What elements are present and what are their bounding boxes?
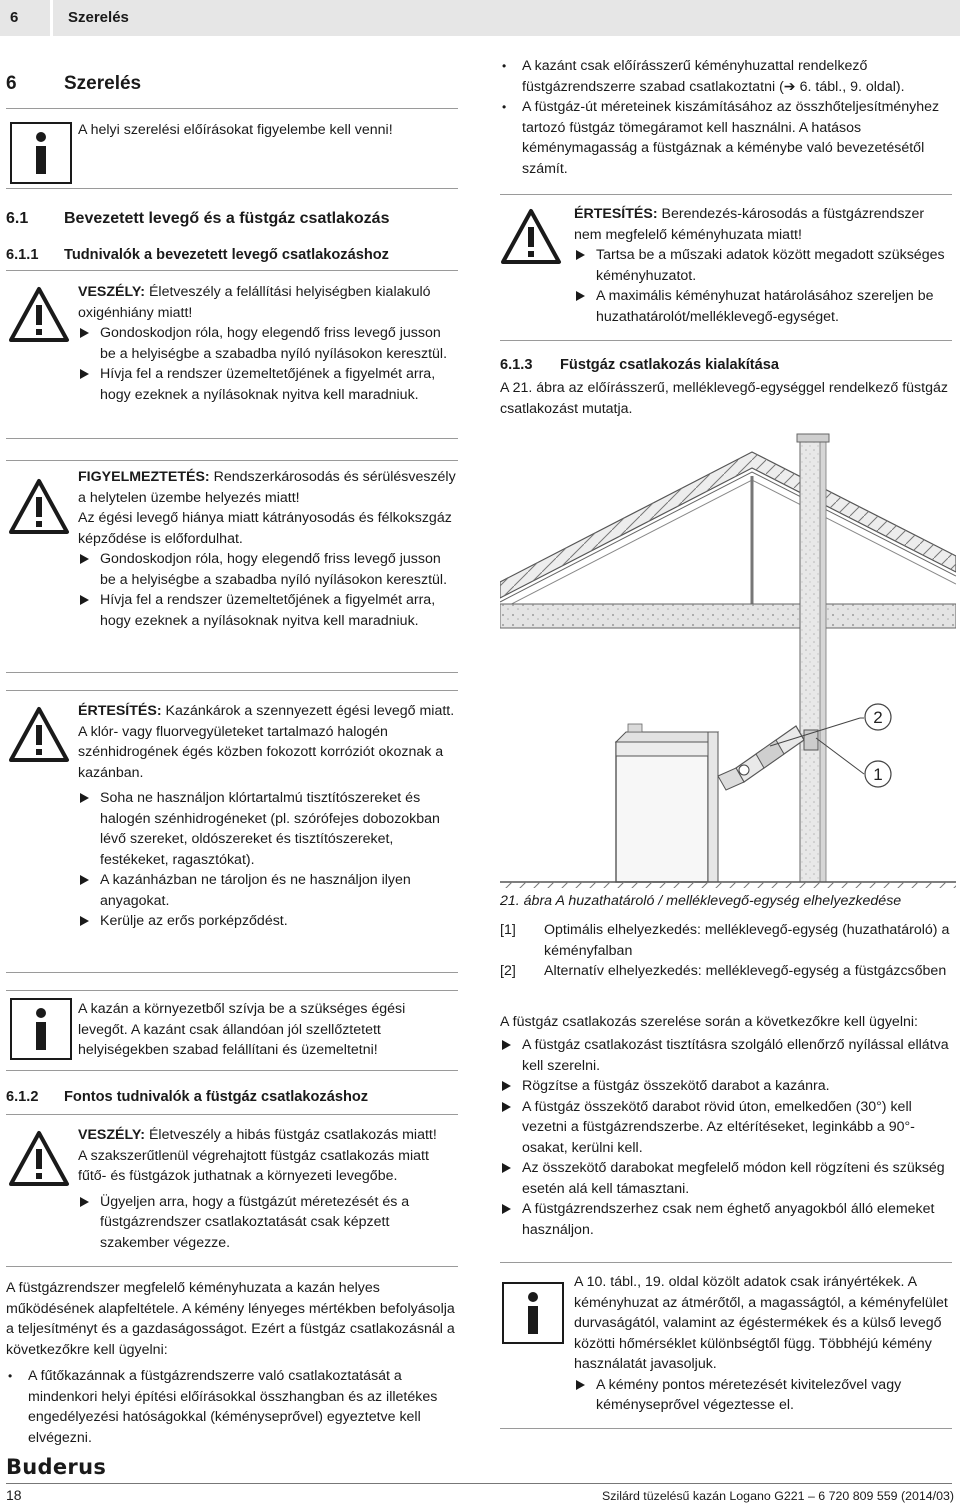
info-icon (10, 998, 72, 1060)
header-number: 6 (10, 9, 19, 26)
action-step: Ügyeljen arra, hogy a füstgázút méretezését és a füstgázrendszer csatlakoztatását csak képzett szakember végezze. (78, 1192, 458, 1254)
divider (6, 1114, 458, 1115)
action-step: Az összekötő darabokat megfelelő módon kell rögzíteni és szükség esetén alá kell támasztani. (500, 1158, 952, 1199)
header-bar (0, 0, 960, 36)
action-step: Gondoskodjon róla, hogy elegendő friss levegő jusson be a helyiségbe a szabadba nyíló nyílásokon keresztül. (78, 323, 458, 364)
section-number: 6 (6, 73, 17, 94)
danger-box (78, 1125, 458, 1253)
subsection-title: Tudnivalók a bevezetett levegő csatlakozáshoz (64, 247, 389, 263)
legend-item (500, 961, 954, 982)
paragraph: A 21. ábra az előírásszerű, melléklevegő-egységgel rendelkező füstgáz csatlakozást mutatja. (500, 380, 948, 417)
bullet-list (500, 56, 952, 179)
divider (500, 1428, 952, 1429)
subsection-number: 6.1.1 (6, 247, 39, 263)
subsection-number: 6.1.3 (500, 357, 533, 373)
roof (500, 452, 956, 610)
divider (6, 438, 458, 439)
divider (6, 188, 458, 189)
subsection-title: Fontos tudnivalók a füstgáz csatlakozáshoz (64, 1089, 369, 1105)
list-item: • A fűtőkazánnak a füstgázrendszerre való csatlakoztatását a mindenkori helyi építési előírásokkal összhangban és az illetékes engedélyezési hatóságokkal (kéményseprővel) egyeztetve kell elvégezni. (6, 1366, 458, 1448)
divider (6, 1266, 458, 1267)
buderus-logo: Buderus (6, 1455, 107, 1479)
danger-box (78, 282, 458, 405)
warning-triangle-icon (8, 1130, 70, 1192)
figure-caption: 21. ábra A huzathatároló / melléklevegő-egység elhelyezkedése (500, 893, 902, 909)
legend-text: Optimális elhelyezkedés: melléklevegő-egység (huzathatároló) a kéményfalban (544, 922, 950, 959)
danger-label: VESZÉLY: (78, 284, 146, 300)
divider (6, 972, 458, 973)
header-title: Szerelés (68, 9, 129, 26)
legend-key: [1] (500, 922, 516, 938)
subsection-number: 6.1 (6, 210, 29, 227)
action-step: Kerülje az erős porképződést. (78, 911, 458, 932)
info-text: A helyi szerelési előírásokat figyelembe kell venni! (78, 122, 393, 138)
chimney (797, 434, 829, 882)
danger-label: VESZÉLY: (78, 1127, 146, 1143)
action-step: A füstgáz csatlakozást tisztításra szolgáló ellenőrző nyílással ellátva kell szerelni. (500, 1035, 952, 1076)
divider (6, 108, 458, 109)
action-step: Soha ne használjon klórtartalmú tisztítószereket és halogén szénhidrogéneket (pl. szórófejes dobozokban lévő szereket, oldószereket és tisztítószereket, festékeket, ragasztókat). (78, 788, 458, 870)
info-icon (10, 122, 72, 184)
document-reference: Szilárd tüzelésű kazán Logano G221 – 6 720 809 559 (2014/03) (601, 1489, 954, 1503)
notice-box (574, 204, 952, 327)
info-text: A 10. tábl., 19. oldal közölt adatok csak irányértékek. A kéményhuzat az átmérőtől, a magasságtól, a kéményfelület durvaságától, valamint az égéstermékek és a külső levegő közötti hőmérséklet különbségtől függ. Többhéjú kémény használatát javasoljuk. (574, 1274, 948, 1372)
notice-text: Berendezés-károsodás a füstgázrendszer nem megfelelő kéményhuzata miatt! (574, 206, 925, 243)
callout-label: 1 (873, 765, 883, 784)
info-box (574, 1272, 952, 1416)
action-step: Rögzítse a füstgáz összekötő darabot a kazánra. (500, 1076, 952, 1097)
action-step: Hívja fel a rendszer üzemeltetőjének a figyelmét arra, hogy ezeknek a nyílásoknak nyitva kell maradniuk. (78, 590, 458, 631)
warning-triangle-icon (8, 286, 70, 348)
paragraph: A füstgázrendszer megfelelő kéményhuzata a kazán helyes működésének alapfeltétele. A kémény lényeges mértékben befolyásolja a teljesítményt és a gazdaságosságot. Ezért a füstgáz csatlakozásnál a következőkre kell ügyelni: (6, 1280, 455, 1358)
notice-text-2: A klór- vagy fluorvegyületeket tartalmazó halogén szénhidrogének égés közben fokozott korróziót okoznak a kazánban. (78, 723, 444, 781)
paragraph: A füstgáz csatlakozás szerelése során a következőkre kell ügyelni: (500, 1014, 918, 1030)
action-step: A kémény pontos méretezését kivitelezővel vagy kéményseprővel végeztesse el. (574, 1375, 952, 1416)
action-step: Gondoskodjon róla, hogy elegendő friss levegő jusson be a helyiségbe a szabadba nyíló nyílásokon keresztül. (78, 549, 458, 590)
boiler (616, 724, 718, 882)
notice-label: ÉRTESÍTÉS: (78, 703, 162, 719)
danger-text-2: A szakszerűtlenül végrehajtott füstgáz csatlakozás miatt fűtő- és füstgázok juthatnak a környezeti levegőbe. (78, 1147, 429, 1184)
action-step: A füstgázrendszerhez csak nem éghető anyagokból álló elemeket használjon. (500, 1199, 952, 1240)
list-item: • A füstgáz-út méreteinek kiszámításához az összhőteljesítményhez tartozó füstgáz tömegáramot kell használni. A hatásos kéménymagasság a füstgáznak a kéménybe való bevezetésétől számít. (500, 97, 952, 179)
notice-box (78, 701, 458, 932)
warning-triangle-icon (8, 706, 70, 768)
legend-item (500, 920, 954, 961)
action-list (500, 1035, 952, 1240)
warning-box (78, 467, 458, 631)
divider (500, 194, 952, 195)
info-text: A kazán a környezetből szívja be a szükséges égési levegőt. A kazánt csak állandóan jól szellőztetett helyiségekben szabad felállítani és üzemeltetni! (78, 1001, 406, 1058)
divider (6, 270, 458, 271)
floor (500, 882, 956, 888)
divider (6, 990, 458, 991)
warning-text: Rendszerkárosodás és sérülésveszély a helytelen üzembe helyezés miatt! (78, 469, 456, 506)
divider (500, 1262, 952, 1263)
page-number: 18 (6, 1487, 22, 1503)
bullet-list (6, 1366, 458, 1448)
danger-text: Életveszély a felállítási helyiségben kialakuló oxigénhiány miatt! (78, 284, 431, 321)
notice-label: ÉRTESÍTÉS: (574, 206, 658, 222)
list-item: • A kazánt csak előírásszerű kéményhuzattal rendelkező füstgázrendszerre szabad csatlakoztatni (➔ 6. tábl., 9. oldal). (500, 56, 952, 97)
warning-text-2: Az égési levegő hiánya miatt kátrányosodás és félkokszgáz képződése is előfordulhat. (78, 510, 452, 547)
callout-label: 2 (873, 708, 883, 727)
divider (6, 672, 458, 673)
legend-key: [2] (500, 963, 516, 979)
header-separator (50, 0, 53, 36)
footer-divider (6, 1483, 952, 1484)
figure-legend (500, 920, 954, 982)
action-step: Tartsa be a műszaki adatok között megadott szükséges kéményhuzatot. (574, 245, 952, 286)
figure-chimney-diagram (500, 432, 956, 888)
legend-text: Alternatív elhelyezkedés: melléklevegő-egység a füstgázcsőben (544, 963, 947, 979)
action-step: A füstgáz összekötő darabot rövid úton, emelkedően (30°) kell vezetni a füstgázrendszerbe. Az eltérítéseket, leginkább a 90°-osakat, kerülni kell. (500, 1097, 952, 1159)
action-step: A maximális kéményhuzat határolásához szereljen be huzathatárolót/melléklevegő-egységet. (574, 286, 952, 327)
divider (500, 340, 952, 341)
divider (6, 460, 458, 461)
section-title: Szerelés (64, 73, 142, 94)
warning-triangle-icon (500, 208, 562, 270)
warning-label: FIGYELMEZTETÉS: (78, 469, 210, 485)
subsection-number: 6.1.2 (6, 1089, 39, 1105)
info-icon (502, 1282, 564, 1344)
warning-triangle-icon (8, 478, 70, 540)
subsection-title: Bevezetett levegő és a füstgáz csatlakozás (64, 210, 390, 227)
action-step: Hívja fel a rendszer üzemeltetőjének a figyelmét arra, hogy ezeknek a nyílásoknak nyitva kell maradniuk. (78, 364, 458, 405)
action-step: A kazánházban ne tároljon és ne használjon ilyen anyagokat. (78, 870, 458, 911)
notice-text: Kazánkárok a szennyezett égési levegő miatt. (165, 703, 455, 719)
divider (6, 1070, 458, 1071)
subsection-title: Füstgáz csatlakozás kialakítása (560, 357, 780, 373)
divider (6, 690, 458, 691)
ceiling-slab (500, 604, 956, 628)
danger-text: Életveszély a hibás füstgáz csatlakozás miatt! (148, 1127, 437, 1143)
